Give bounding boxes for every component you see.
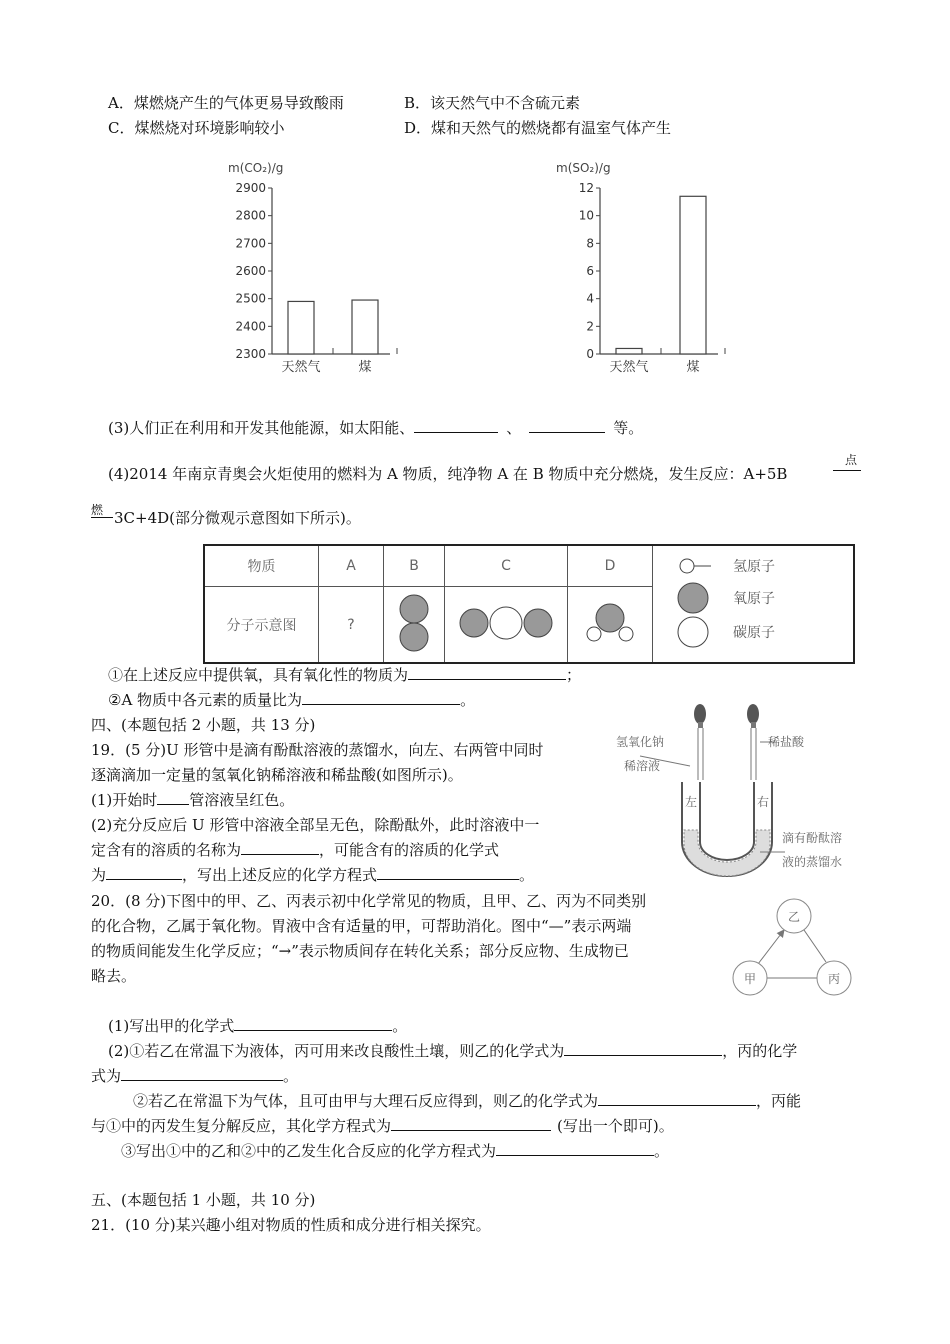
naoh-label-2: 稀溶液 (624, 759, 661, 773)
q20-line-2: 的化合物，乙属于氧化物。胃液中含有适量的甲，可帮助消化。图中“—”表示两端 (91, 917, 632, 935)
q20-p3-line1 (133, 1091, 801, 1111)
q20-p1 (108, 1016, 407, 1036)
d-molecule-icon (580, 598, 640, 648)
u-tube-figure (610, 702, 870, 884)
right-tube-label: 右 (757, 795, 770, 809)
chart1-tick-label-0: 2300 (235, 347, 266, 361)
q19-p2-text-3: 为 (91, 866, 107, 884)
q4-condition-bottom: 燃 (91, 503, 104, 517)
co2-ylabel: m(CO₂)/g (228, 161, 284, 175)
chart2-category-1: 煤 (686, 360, 700, 375)
choice-a: A．煤燃烧产生的气体更易导致酸雨 (108, 94, 344, 112)
q19-p1-text: (1)开始时 (91, 791, 158, 809)
molecule-table (203, 544, 855, 664)
relation-triangle-figure (724, 890, 864, 1002)
legend-carbon: 碳原子 (733, 625, 775, 641)
q20-p3-line2 (91, 1116, 674, 1136)
chart1-tick-label-1: 2400 (235, 319, 266, 334)
left-dropper-icon (694, 704, 706, 780)
right-dropper-icon (747, 704, 759, 780)
q4-arrow-line-2 (91, 517, 113, 518)
so2-bar-chart (548, 158, 748, 380)
q20-p3-blank-2[interactable] (391, 1116, 551, 1131)
co2-bar-chart (220, 158, 420, 380)
q20-p2-end: 。 (283, 1067, 299, 1085)
q20-p4-blank[interactable] (496, 1141, 654, 1156)
q20-p2-line1 (108, 1041, 797, 1061)
atom-legend (653, 545, 855, 663)
b-molecule-icon (394, 589, 434, 657)
chart2-tick-label-2: 4 (586, 291, 594, 306)
carbon-atom-icon (678, 617, 708, 647)
chart1-category-0: 天然气 (281, 360, 321, 375)
legend-oxygen: 氧原子 (733, 591, 775, 607)
table-a-cell: ? (319, 587, 384, 663)
table-header-substance: 物质 (204, 545, 319, 587)
u-tube-liquid (684, 830, 770, 876)
u-tube-inner (700, 782, 754, 860)
q3-blank-2[interactable] (529, 418, 605, 433)
table-d-cell (568, 587, 653, 663)
q20-line-3: 的物质间能发生化学反应；“→”表示物质间存在转化关系；部分反应物、生成物已 (91, 942, 629, 960)
q20-p3-blank-1[interactable] (598, 1091, 756, 1106)
q19-line-2: 逐滴滴加一定量的氢氧化钠稀溶液和稀盐酸(如图所示)。 (91, 766, 463, 784)
node-yi-label: 乙 (788, 910, 801, 924)
q4-item-2-blank[interactable] (302, 690, 460, 705)
q20-line-1: 20．(8 分)下图中的甲、乙、丙表示初中化学常见的物质，且甲、乙、丙为不同类别 (91, 892, 647, 910)
q19-p1-blank[interactable] (157, 790, 189, 805)
table-c-cell (445, 587, 568, 663)
chart1-tick-label-2: 2500 (235, 291, 266, 306)
q20-p1-text: (1)写出甲的化学式 (108, 1017, 235, 1035)
q4-item-2 (108, 690, 475, 710)
hydrogen-atom-icon (680, 559, 694, 573)
chart2-bar-0 (616, 348, 642, 354)
table-b-cell (384, 587, 445, 663)
q20-p1-end: 。 (392, 1017, 408, 1035)
q20-p3-text-3: 与①中的丙发生复分解反应，其化学方程式为 (91, 1117, 392, 1135)
table-header-b: B (384, 545, 445, 587)
legend-hydrogen: 氢原子 (733, 559, 775, 575)
q4-line1: (4)2014 年南京青奥会火炬使用的燃料为 A 物质，纯净物 A 在 B 物质中充分燃烧，发生反应：A+5B (108, 465, 788, 483)
q4-condition-top: 点 (845, 453, 858, 467)
chart1-bar-0 (288, 301, 314, 354)
chart2-tick-label-0: 0 (586, 347, 594, 361)
node-bing-label: 丙 (828, 972, 841, 986)
choice-b: B．该天然气中不含硫元素 (404, 94, 581, 112)
c-molecule-icon (456, 603, 556, 643)
q4-item-1 (108, 665, 581, 685)
q19-p2-text-4: ，写出上述反应的化学方程式 (182, 866, 378, 884)
q20-p3-end: (写出一个即可)。 (557, 1117, 674, 1135)
q19-p2-text-2: ，可能含有的溶质的化学式 (319, 841, 500, 859)
q19-p2-blank-3[interactable] (377, 865, 519, 880)
chart1-tick-label-6: 2900 (235, 181, 266, 195)
so2-ylabel: m(SO₂)/g (556, 161, 611, 175)
left-tube-label: 左 (685, 795, 698, 809)
q3-text: (3)人们正在利用和开发其他能源，如太阳能、 (108, 419, 415, 437)
choice-d: D．煤和天然气的燃烧都有温室气体产生 (404, 119, 672, 137)
naoh-label-1: 氢氧化钠 (616, 735, 665, 749)
yi-bing-line (804, 930, 826, 962)
section-4-heading: 四、(本题包括 2 小题，共 13 分) (91, 716, 316, 734)
q4-line2: 3C+4D(部分微观示意图如下所示)。 (114, 509, 361, 527)
choice-c: C．煤燃烧对环境影响较小 (108, 119, 285, 137)
q20-p3-text-2: ，丙能 (756, 1092, 802, 1110)
q19-line-4: (2)充分反应后 U 形管中溶液全部呈无色，除酚酞外，此时溶液中一 (91, 816, 540, 834)
q20-p4-text: ③写出①中的乙和②中的乙发生化合反应的化学方程式为 (121, 1142, 497, 1160)
q19-line-6 (91, 865, 534, 885)
q20-p2-blank-2[interactable] (121, 1066, 283, 1081)
q20-p2-text-3: 式为 (91, 1067, 122, 1085)
q19-p2-end: 。 (519, 866, 535, 884)
chart2-category-0: 天然气 (609, 360, 649, 375)
q4-arrow-line-1 (833, 470, 861, 471)
chart1-tick-label-5: 2800 (235, 208, 266, 223)
jia-to-yi-arrow (758, 930, 784, 964)
q4-item-2-text: ②A 物质中各元素的质量比为 (108, 691, 303, 709)
q20-line-4: 略去。 (91, 967, 137, 985)
node-jia-label: 甲 (744, 972, 757, 986)
chart1-category-1: 煤 (358, 360, 372, 375)
q19-p2-blank-2[interactable] (106, 865, 182, 880)
q4-item-1-text: ①在上述反应中提供氧，具有氧化性的物质为 (108, 666, 409, 684)
chart1-bar-1 (352, 300, 378, 354)
q21-line: 21．(10 分)某兴趣小组对物质的性质和成分进行相关探究。 (91, 1216, 491, 1234)
oxygen-atom-icon (678, 583, 708, 613)
q4-item-1-end: ； (566, 666, 582, 684)
q19-p2-blank-1[interactable] (241, 840, 319, 855)
q20-p1-blank[interactable] (234, 1016, 392, 1031)
chart2-tick-label-3: 6 (586, 264, 594, 278)
q4-item-2-end: 。 (460, 691, 476, 709)
table-header-d: D (568, 545, 653, 587)
hcl-label: 稀盐酸 (768, 735, 805, 749)
q3-line (108, 418, 643, 438)
q20-p2-text-2: ，丙的化学 (722, 1042, 798, 1060)
q3-sep: 、 (506, 419, 522, 437)
table-header-c: C (445, 545, 568, 587)
q20-p4 (121, 1141, 669, 1161)
chart2-tick-label-6: 12 (578, 181, 594, 195)
q19-p2-text: 定含有的溶质的名称为 (91, 841, 242, 859)
chart2-tick-label-5: 10 (578, 208, 594, 223)
water-label-2: 液的蒸馏水 (782, 855, 843, 869)
q20-p2-line2 (91, 1066, 298, 1086)
section-5-heading: 五、(本题包括 1 小题，共 10 分) (91, 1191, 316, 1209)
water-label-1: 滴有酚酞溶 (782, 831, 843, 845)
table-header-a: A (319, 545, 384, 587)
chart2-tick-label-1: 2 (586, 319, 594, 334)
q20-p3-text: ②若乙在常温下为气体，且可由甲与大理石反应得到，则乙的化学式为 (133, 1092, 599, 1110)
q3-end: 等。 (613, 419, 644, 437)
table-row-label: 分子示意图 (204, 587, 319, 663)
legend-svg (653, 546, 853, 658)
q20-p2-text: (2)①若乙在常温下为液体，丙可用来改良酸性土壤，则乙的化学式为 (108, 1042, 565, 1060)
q4-item-1-blank[interactable] (408, 665, 566, 680)
q19-line-3 (91, 790, 294, 810)
q20-p2-blank-1[interactable] (564, 1041, 722, 1056)
q19-p1-end: 管溶液呈红色。 (189, 791, 295, 809)
q3-blank-1[interactable] (414, 418, 498, 433)
q19-line-1: 19．(5 分)U 形管中是滴有酚酞溶液的蒸馏水，向左、右两管中同时 (91, 741, 544, 759)
chart2-tick-label-4: 8 (586, 236, 594, 251)
chart2-bar-1 (680, 196, 706, 354)
chart1-tick-label-4: 2700 (235, 236, 266, 251)
chart1-tick-label-3: 2600 (235, 264, 266, 278)
q19-line-5 (91, 840, 499, 860)
q20-p4-end: 。 (654, 1142, 670, 1160)
